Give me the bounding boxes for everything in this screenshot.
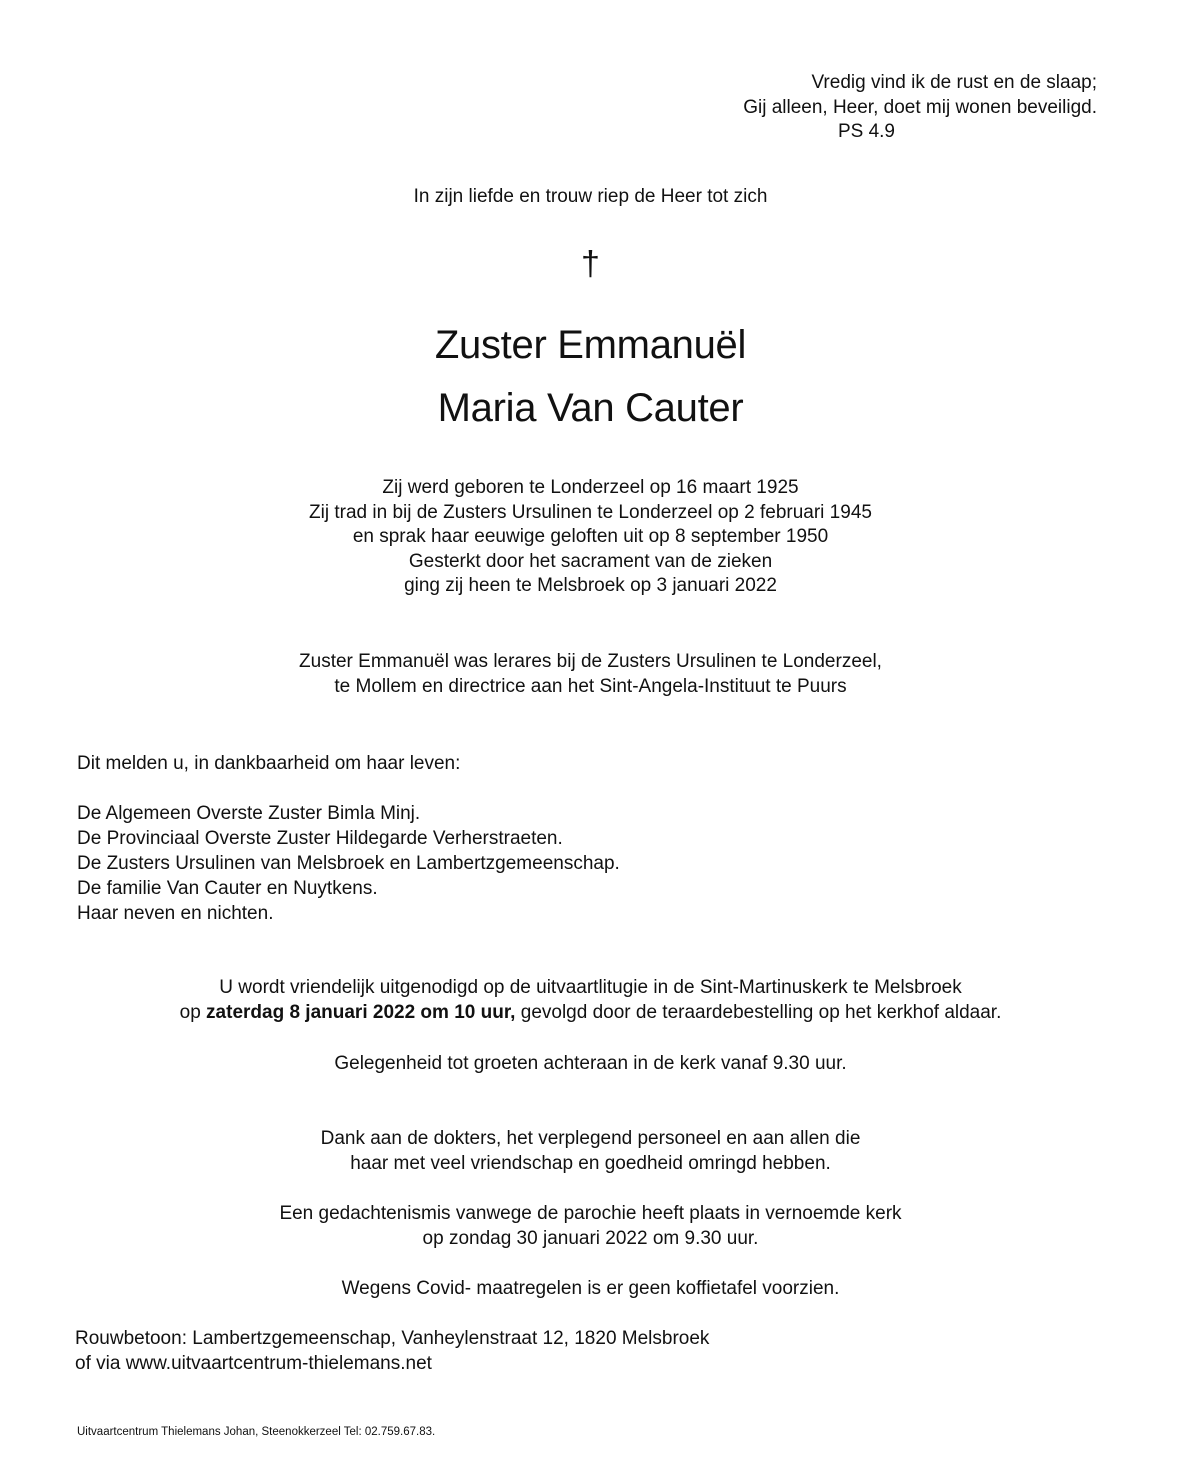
greeting-notice: Gelegenheid tot groeten achteraan in de kerk vanaf 9.30 uur.	[334, 1053, 847, 1074]
invitation-prefix: op	[179, 1002, 207, 1023]
mourner-item: De familie Van Cauter en Nuytkens.	[77, 878, 378, 899]
funeral-date: zaterdag 8 januari 2022 om 10 uur,	[206, 1002, 516, 1023]
mourner-item: Haar neven en nichten.	[77, 903, 274, 924]
cross-icon: †	[581, 245, 600, 283]
life-event-line: en sprak haar eeuwige geloften uit op 8 september 1950	[352, 526, 829, 547]
religious-name: Zuster Emmanuël	[434, 323, 747, 367]
psalm-quote-line: Gij alleen, Heer, doet mij wonen beveiligd.	[743, 96, 1097, 118]
mourners-list	[77, 801, 620, 926]
invitation-line: U wordt vriendelijk uitgenodigd op de uitvaartlitugie in de Sint-Martinuskerk te Melsbroek	[219, 977, 962, 998]
civil-name: Maria Van Cauter	[437, 386, 744, 430]
life-event-line: Zij werd geboren te Londerzeel op 16 maart 1925	[382, 477, 799, 498]
life-event-line: Gesterkt door het sacrament van de zieken	[408, 550, 773, 572]
thanks-paragraph	[0, 1126, 1181, 1176]
intro-text: In zijn liefde en trouw riep de Heer tot zich	[413, 186, 768, 207]
mourner-item: De Zusters Ursulinen van Melsbroek en Lambertzgemeenschap.	[77, 853, 620, 874]
funeral-invitation	[0, 975, 1181, 1025]
thanks-line: haar met veel vriendschap en goedheid omringd hebben.	[350, 1153, 831, 1174]
life-events	[0, 476, 1181, 599]
invitation-suffix: gevolgd door de teraardebestelling op het kerkhof aldaar.	[515, 1002, 1002, 1023]
condolence-website: of via www.uitvaartcentrum-thielemans.net	[75, 1353, 432, 1374]
deceased-name	[0, 314, 1181, 440]
career-line: Zuster Emmanuël was lerares bij de Zusters Ursulinen te Londerzeel,	[299, 651, 882, 672]
memorial-line: op zondag 30 januari 2022 om 9.30 uur.	[422, 1228, 759, 1249]
memorial-line: Een gedachtenismis vanwege de parochie heeft plaats in vernoemde kerk	[279, 1203, 902, 1224]
psalm-quote-line: Vredig vind ik de rust en de slaap;	[811, 72, 1097, 93]
career-paragraph	[0, 650, 1181, 699]
psalm-reference: PS 4.9	[837, 121, 895, 142]
covid-notice: Wegens Covid- maatregelen is er geen koffietafel voorzien.	[341, 1278, 840, 1299]
life-event-line: ging zij heen te Melsbroek op 3 januari 2022	[404, 575, 777, 596]
psalm-quote	[743, 71, 1097, 145]
mourner-item: De Algemeen Overste Zuster Bimla Minj.	[77, 803, 421, 824]
invitation-line	[0, 1000, 1181, 1025]
funeral-home-footer: Uitvaartcentrum Thielemans Johan, Steenokkerzeel Tel: 02.759.67.83.	[77, 1426, 436, 1438]
mourner-item: De Provinciaal Overste Zuster Hildegarde Verherstraeten.	[77, 828, 563, 849]
memorial-mass	[0, 1201, 1181, 1251]
life-event-line: Zij trad in bij de Zusters Ursulinen te Londerzeel op 2 februari 1945	[309, 501, 872, 523]
condolence-info	[75, 1326, 709, 1376]
condolence-address: Rouwbetoon: Lambertzgemeenschap, Vanheylenstraat 12, 1820 Melsbroek	[75, 1328, 710, 1349]
career-line: te Mollem en directrice aan het Sint-Angela-Instituut te Puurs	[334, 675, 847, 697]
announcement: Dit melden u, in dankbaarheid om haar leven:	[77, 753, 461, 774]
thanks-line: Dank aan de dokters, het verplegend personeel en aan allen die	[320, 1128, 861, 1149]
